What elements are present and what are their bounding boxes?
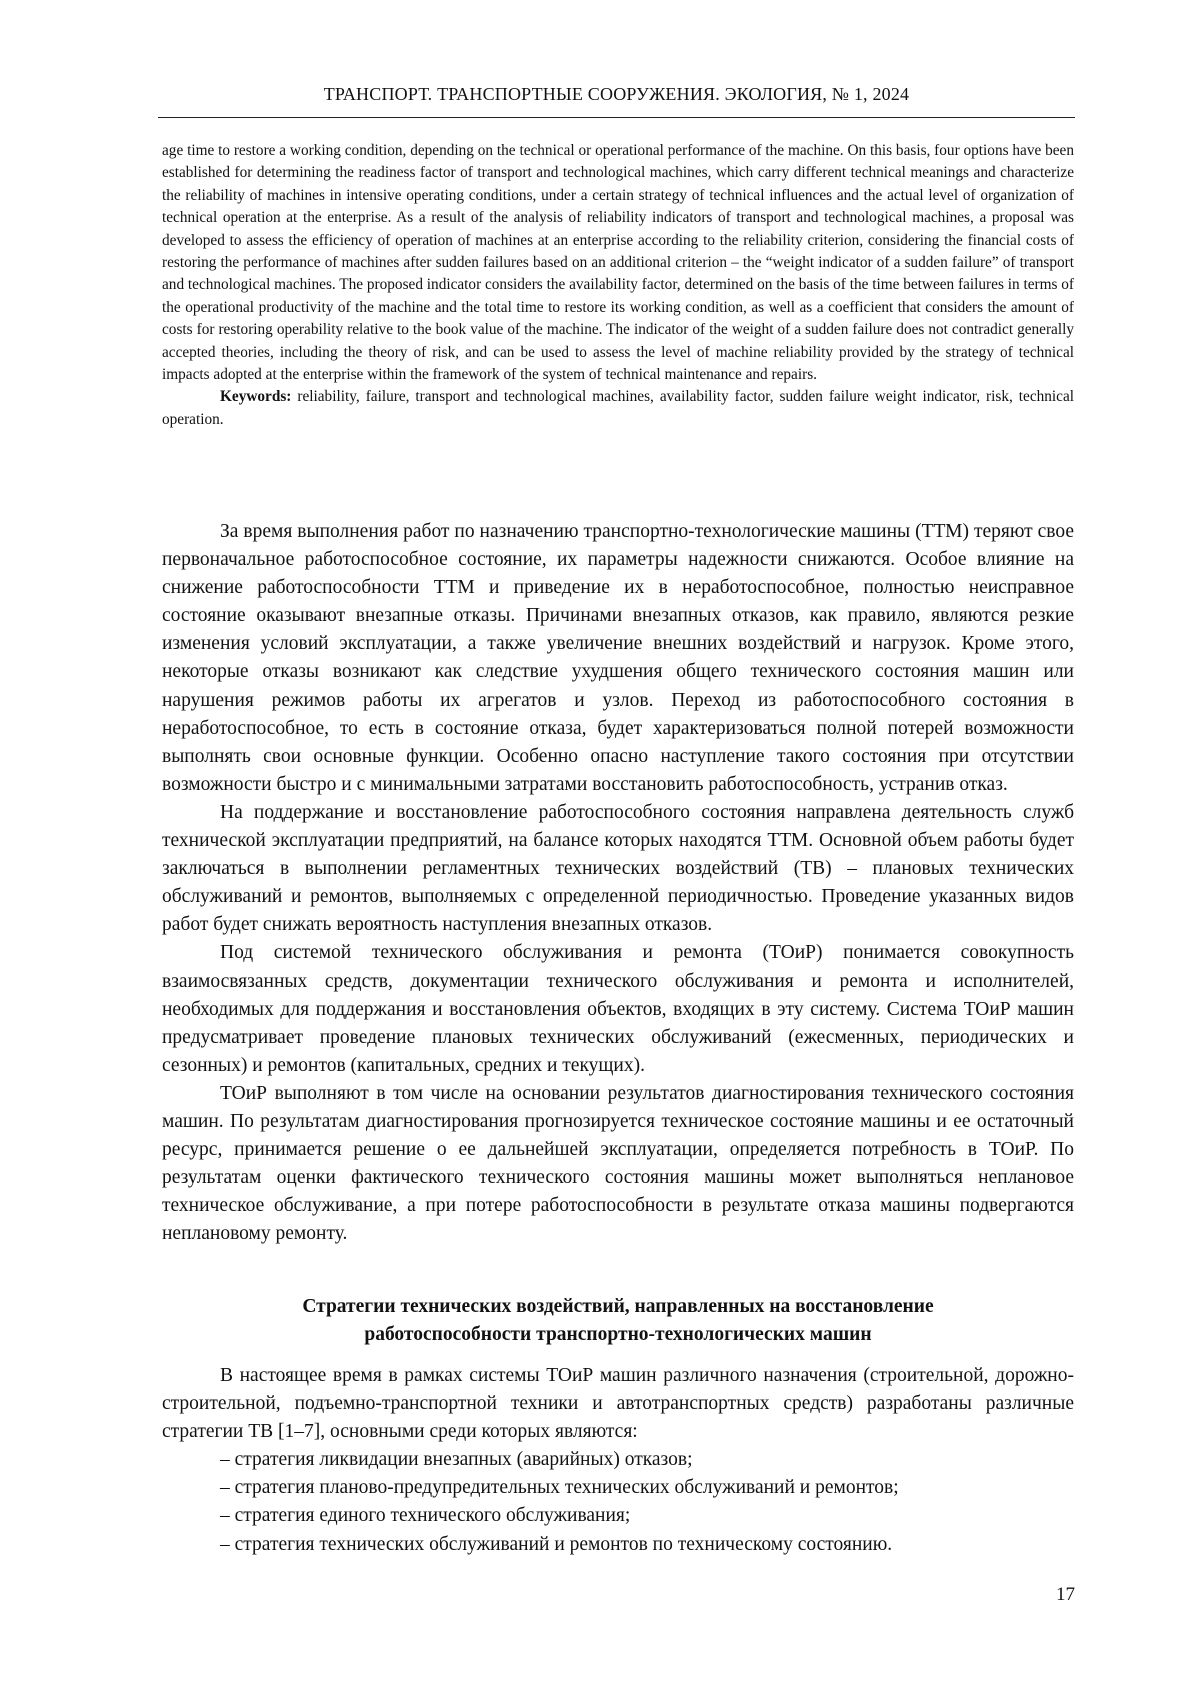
header-divider [158,117,1075,118]
list-item: – стратегия единого технического обслуживания; [220,1505,631,1527]
section-intro: В настоящее время в рамках системы ТОиР машин различного назначения (строительной, дорожно-строительной, подъемно-транспортной техники и автотранспортных средств) разработаны различные стратегии ТВ [1–7], основными среди которых являются: [162,1365,1074,1443]
body-paragraph: Под системой технического обслуживания и ремонта (ТОиР) понимается совокупность взаимосвязанных средств, документации технического обслуживания и ремонта и исполнителей, необходимых для поддержания и восстановления объектов, входящих в эту систему. Система ТОиР машин предусматривает проведение плановых технических обслуживаний (ежесменных, периодических и сезонных) и ремонтов (капитальных, средних и текущих). [162,942,1074,1076]
keywords-text: reliability, failure, transport and technological machines, availability factor, sudden failure weight indicator, risk, technical operation. [162,388,1074,428]
body-paragraph: На поддержание и восстановление работоспособного состояния направлена деятельность служб технической эксплуатации предприятий, на балансе которых находятся ТТМ. Основной объем работы будет заключаться в выполнении регламентных технических воздействий (ТВ) – плановых технических обслуживаний и ремонтов, выполняемых с определенной периодичностью. Проведение указанных видов работ будет снижать вероятность наступления внезапных отказов. [162,801,1074,936]
body-text [162,518,1074,1248]
running-header: ТРАНСПОРТ. ТРАНСПОРТНЫЕ СООРУЖЕНИЯ. ЭКОЛОГИЯ, № 1, 2024 [323,84,910,104]
abstract-block [162,140,1074,431]
abstract-text: age time to restore a working condition, depending on the technical or operational performance of the machine. On this basis, four options have been established for determining the readiness factor of transport and technological machines, which carry different technical meanings and characterize the reliability of machines in intensive operating conditions, under a certain strategy of technical influences and the actual level of organization of technical operation at the enterprise. As a result of the analysis of reliability indicators of transport and technological machines, a proposal was developed to assess the efficiency of operation of machines at an enterprise according to the reliability criterion, considering the financial costs of restoring the performance of machines after sudden failures based on an additional criterion – the “weight indicator of a sudden failure” of transport and technological machines. The proposed indicator considers the availability factor, determined on the basis of the time between failures in terms of the operational productivity of the machine and the total time to restore its working condition, as well as a coefficient that considers the amount of costs for restoring operability relative to the book value of the machine. The indicator of the weight of a sudden failure does not contradict generally accepted theories, including the theory of risk, and can be used to assess the level of machine reliability provided by the strategy of technical impacts adopted at the enterprise within the framework of the system of technical maintenance and repairs. [162,142,1074,384]
body-paragraph: За время выполнения работ по назначению транспортно-технологические машины (ТТМ) теряют свое первоначальное работоспособное состояние, их параметры надежности снижаются. Особое влияние на снижение работоспособности ТТМ и приведение их в неработоспособное, полностью неисправное состояние оказывают внезапные отказы. Причинами внезапных отказов, как правило, являются резкие изменения условий эксплуатации, а также увеличение внешних воздействий и нагрузок. Кроме этого, некоторые отказы возникают как следствие ухудшения общего технического состояния машин или нарушения режимов работы их агрегатов и узлов. Переход из работоспособного состояния в неработоспособное, то есть в состояние отказа, будет характеризоваться полной потерей возможности выполнять свои основные функции. Особенно опасно наступление такого состояния при отсутствии возможности быстро и с минимальными затратами восстановить работоспособность, устранив отказ. [162,521,1074,795]
page-number: 17 [1056,1584,1075,1605]
keywords-line [162,386,1074,431]
section-body [162,1362,1074,1559]
list-item: – стратегия планово-предупредительных технических обслуживаний и ремонтов; [220,1477,899,1499]
section-heading [162,1293,1074,1349]
section-heading-line: Стратегии технических воздействий, направленных на восстановление [302,1296,934,1317]
list-item: – стратегия ликвидации внезапных (аварийных) отказов; [220,1449,693,1471]
list-item: – стратегия технических обслуживаний и ремонтов по техническому состоянию. [220,1533,893,1555]
keywords-label: Keywords: [220,388,292,406]
section-heading-line: работоспособности транспортно-технологических машин [364,1324,872,1345]
strategy-list [162,1446,1074,1558]
body-paragraph: ТОиР выполняют в том числе на основании результатов диагностирования технического состояния машин. По результатам диагностирования прогнозируется техническое состояние машины и ее остаточный ресурс, принимается решение о ее дальнейшей эксплуатации, определяется потребность в ТОиР. По результатам оценки фактического технического состояния машины может выполняться неплановое техническое обслуживание, а при потере работоспособности в результате отказа машины подвергаются неплановому ремонту. [162,1082,1074,1245]
